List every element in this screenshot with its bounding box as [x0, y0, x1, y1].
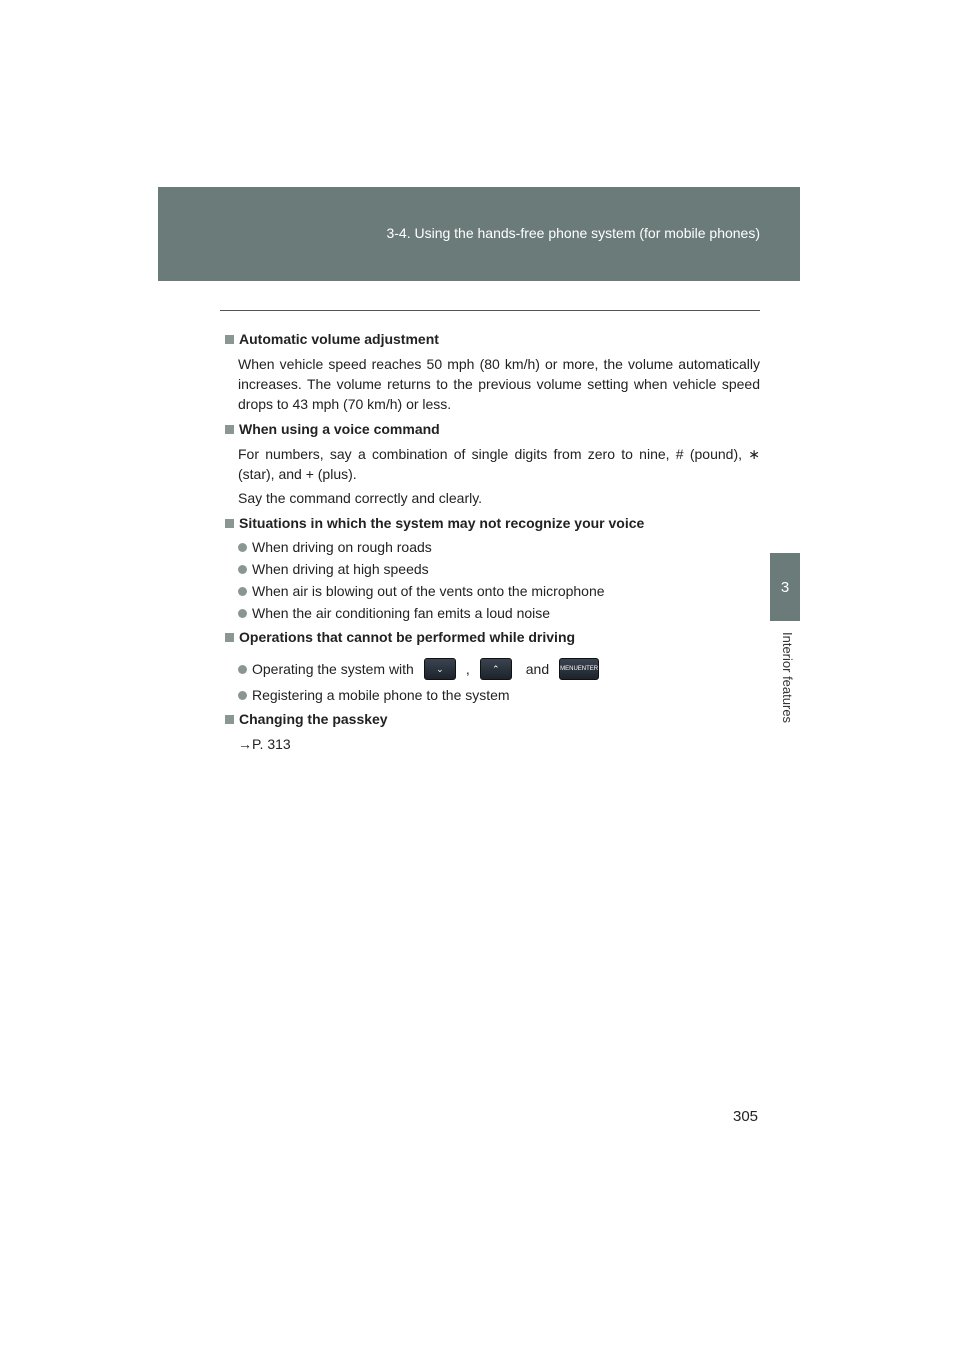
list-item: When the air conditioning fan emits a loud noise — [238, 604, 760, 622]
square-bullet-icon — [225, 425, 234, 434]
paragraph-voice-clearly: Say the command correctly and clearly. — [238, 490, 483, 506]
round-bullet-icon — [238, 543, 247, 552]
list-item: Registering a mobile phone to the system — [238, 686, 760, 704]
list-item: When driving at high speeds — [238, 560, 760, 578]
up-key-icon: ⌃ — [480, 658, 512, 680]
heading-passkey: Changing the passkey — [225, 708, 760, 730]
page-number: 305 — [733, 1108, 759, 1125]
round-bullet-icon — [238, 565, 247, 574]
heading-volume: Automatic volume adjustment — [225, 328, 760, 350]
square-bullet-icon — [225, 633, 234, 642]
round-bullet-icon — [238, 665, 247, 674]
section-title: 3-4. Using the hands-free phone system (for mobile phones) — [386, 225, 760, 241]
square-bullet-icon — [225, 715, 234, 724]
page-content — [225, 328, 760, 758]
paragraph-voice-numbers: For numbers, say a combination of single digits from zero to nine, # (pound), ∗ (star), and + (plus). — [238, 446, 760, 482]
list-item: When air is blowing out of the vents onto the microphone — [238, 582, 760, 600]
down-key-icon: ⌄ — [424, 658, 456, 680]
paragraph-volume: When vehicle speed reaches 50 mph (80 km/h) or more, the volume automatically increases. The volume returns to the previous volume setting when vehicle speed drops to 43 mph (70 km/h) or less. — [238, 356, 760, 412]
round-bullet-icon — [238, 587, 247, 596]
heading-recognition: Situations in which the system may not recognize your voice — [225, 512, 760, 534]
menu-enter-key-icon: MENU ENTER — [559, 658, 599, 680]
round-bullet-icon — [238, 691, 247, 700]
chapter-label: Interior features — [780, 632, 795, 724]
list-item: When driving on rough roads — [238, 538, 760, 556]
round-bullet-icon — [238, 609, 247, 618]
square-bullet-icon — [225, 335, 234, 344]
list-item: Operating the system with ⌄ , ⌃ and MENU ENTER — [238, 658, 760, 680]
heading-voice: When using a voice command — [225, 418, 760, 440]
page-reference-link[interactable]: →P. 313 — [238, 736, 291, 752]
heading-driving-operations: Operations that cannot be performed while driving — [225, 626, 760, 648]
header-bar — [158, 187, 800, 281]
divider-rule — [220, 310, 760, 311]
square-bullet-icon — [225, 519, 234, 528]
chapter-tab: 3 — [770, 553, 800, 621]
